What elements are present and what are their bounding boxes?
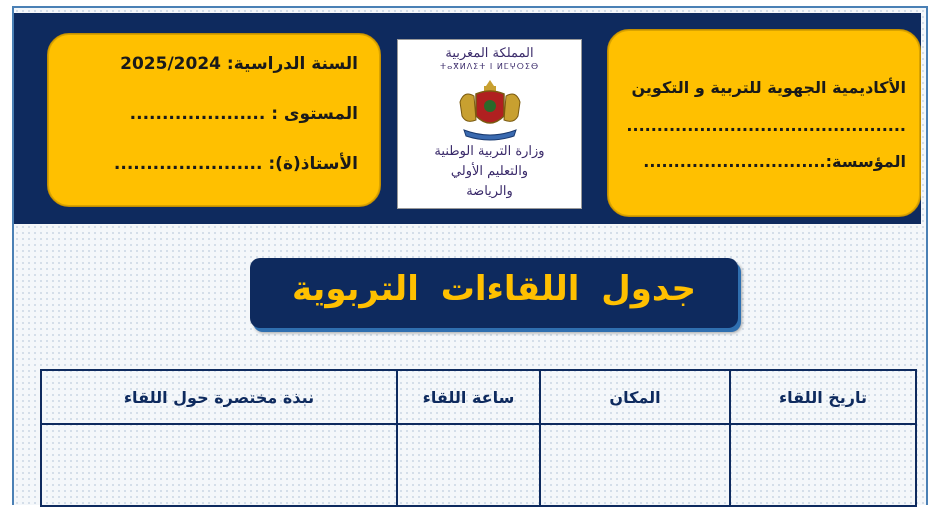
table-row <box>41 424 916 506</box>
institution-field: المؤسسة:.............................. <box>643 152 906 171</box>
school-info-box <box>47 33 381 207</box>
ministry-logo <box>397 39 582 209</box>
column-header-place: المكان <box>540 370 730 424</box>
ministry-name-line1: وزارة التربية الوطنية <box>434 144 545 159</box>
level-field: المستوى : ..................... <box>129 104 358 124</box>
table-cell-time[interactable] <box>397 424 540 506</box>
ministry-name-line3: والرياضة <box>466 184 513 199</box>
header-banner <box>14 13 921 224</box>
page-title-banner <box>250 258 738 328</box>
column-header-summary: نبذة مختصرة حول اللقاء <box>41 370 397 424</box>
academy-dots: .............................................. <box>626 116 906 135</box>
academy-info-box <box>607 29 921 217</box>
column-header-date: تاريخ اللقاء <box>730 370 916 424</box>
coat-of-arms-icon <box>454 76 526 142</box>
kingdom-name: المملكة المغربية <box>445 46 534 61</box>
table-cell-place[interactable] <box>540 424 730 506</box>
academy-name: الأكاديمية الجهوية للتربية و التكوين <box>631 78 906 97</box>
school-year-field: السنة الدراسية: 2025/2024 <box>120 54 358 74</box>
table-cell-summary[interactable] <box>41 424 397 506</box>
page-title: جدول اللقاءات التربوية <box>291 269 697 309</box>
table-cell-date[interactable] <box>730 424 916 506</box>
kingdom-name-tifinagh: ⵜⴰⴳⵍⴷⵉⵜ ⵏ ⵍⵎⵖⵔⵉⴱ <box>439 62 540 71</box>
meetings-table <box>40 369 917 507</box>
table-header-row <box>41 370 916 424</box>
column-header-time: ساعة اللقاء <box>397 370 540 424</box>
ministry-name-line2: والتعليم الأولي <box>450 164 529 179</box>
teacher-field: الأستاذ(ة): ....................... <box>113 154 358 174</box>
